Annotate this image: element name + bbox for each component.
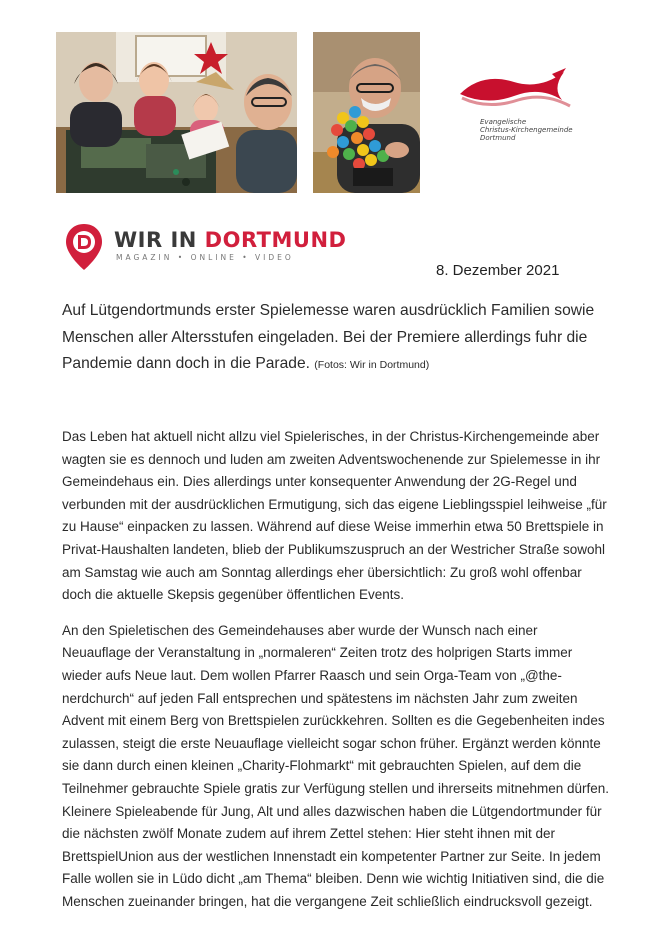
article-lead — [62, 298, 622, 379]
article-body — [62, 426, 610, 926]
location-pin-icon — [64, 222, 104, 272]
publisher-name-part1: WIR IN — [114, 228, 197, 252]
body-paragraph: Das Leben hat aktuell nicht allzu viel Spielerisches, in der Christus-Kirchengemeinde aber wagten sie es dennoch und luden am zweiten Adventswochenende zur Spielemesse in ihr Gemeindehaus ein. Dies allerdings unter konsequenter Anwendung der 2G-Regel und verbunden mit der ausdrücklichen Ermutigung, sich das eigene Lieblingsspiel leihweise „für zu Hause“ einpacken zu lassen. Während auf diese Weise immerhin etwa 50 Brettspiele in Privat-Haushalten landeten, blieb der Publikumszuspruch an der Westricher Straße sowohl am Samstag wie auch am Sonntag allerdings eher übersichtlich: Zu groß wohl offenbar doch die aktuelle Skepsis gegenüber öffentlichen Events. — [62, 429, 607, 603]
church-fish-icon — [452, 66, 582, 116]
church-name-line3: Dortmund — [480, 134, 516, 142]
article-date: 8. Dezember 2021 — [436, 262, 560, 279]
publisher-name — [114, 228, 346, 252]
photo-family-board-game — [56, 32, 297, 193]
lead-text: Auf Lütgendortmunds erster Spielemesse waren ausdrücklich Familien sowie Menschen aller Altersstufen eingeladen. Bei der Premiere allerdings fuhr die Pandemie dann doch in die Parade. — [62, 302, 595, 372]
photo-credit: (Fotos: Wir in Dortmund) — [314, 359, 430, 371]
publisher-logo — [64, 222, 347, 272]
church-name-line2: Christus-Kirchengemeinde — [480, 126, 573, 134]
church-name-line1: Evangelische — [480, 118, 527, 126]
church-logo — [452, 66, 582, 158]
publisher-tagline: MAGAZIN • ONLINE • VIDEO — [116, 253, 294, 262]
body-paragraph: An den Spieletischen des Gemeindehauses aber wurde der Wunsch nach einer Neuauflage der Veranstaltung in „normaleren“ Zeiten trotz des holprigen Starts immer wieder aufs Neue laut. Dem wollen Pfarrer Raasch und sein Orga-Team von „@the-nerdchurch“ auf jeden Fall entsprechen und spätestens im nächsten Jahr zum zweiten Advent mit einem Berg von Brettspielen zurückkehren. Sollten es die Gegebenheiten indes zulassen, steigt die erste Neuauflage vielleicht sogar schon früher. Ergänzt werden könnte sie dann durch einen kleinen „Charity-Flohmarkt“ mit gebrauchten Spielen, auf dem die Teilnehmer gebrauchte Spiele gratis zur Verfügung stellen und ihrerseits mitnehmen dürfen. Kleinere Spieleabende für Jung, Alt und alles dazwischen haben die Lütgendortmunder für die nächsten zwölf Monate zudem auf ihrem Zettel stehen: Hier steht ihnen mit der BrettspielUnion aus der westlichen Innenstadt ein kompetenter Partner zur Seite. In jedem Falle wollen sie in Lüdo dicht „am Thema“ bleiben. Denn wie wichtig Initiativen sind, die die Menschen zueinander bringen, hat die vergangene Zeit schließlich eindrucksvoll gezeigt. — [62, 622, 610, 909]
photo-ball-stacking-game — [313, 32, 420, 193]
publisher-name-part2: DORTMUND — [204, 228, 347, 252]
